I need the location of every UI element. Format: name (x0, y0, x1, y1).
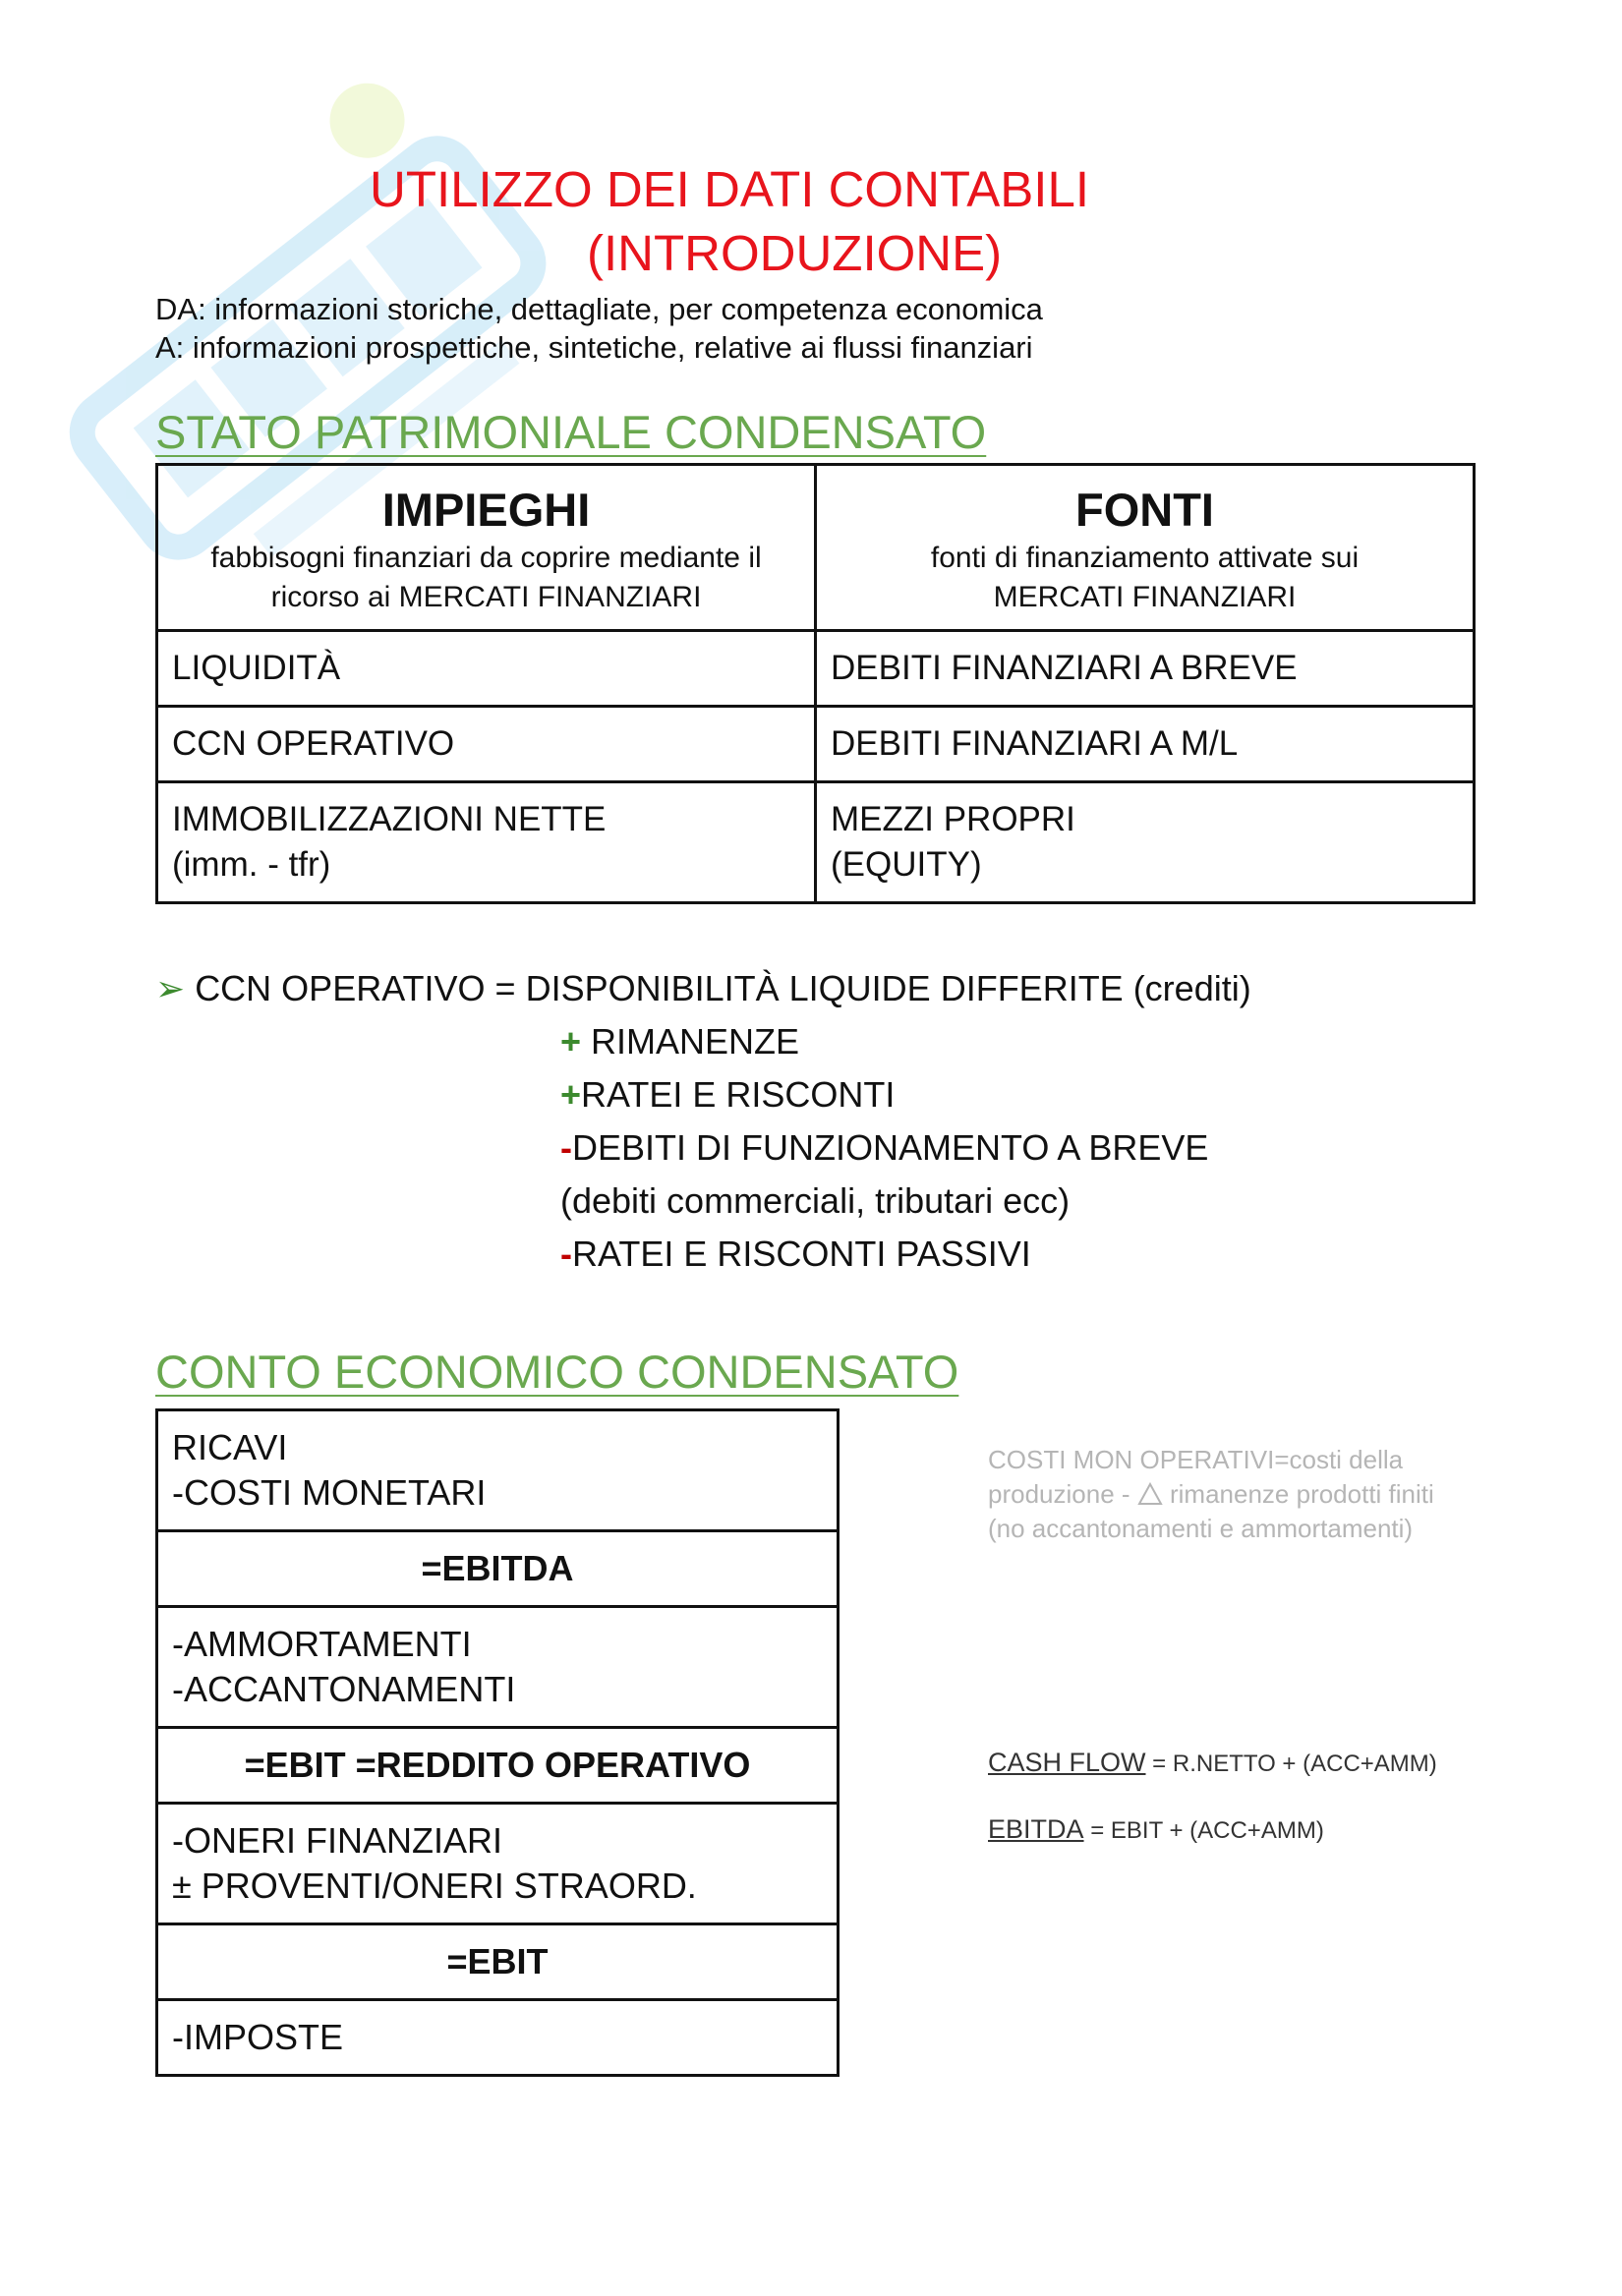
arrow-bullet-icon: ➢ (155, 968, 186, 1008)
ccn-lhs: CCN OPERATIVO = (195, 968, 516, 1008)
cell-line: -ONERI FINANZIARI (172, 1820, 503, 1861)
note-text: produzione - (988, 1479, 1137, 1509)
ccn-term-text: RATEI E RISCONTI (581, 1074, 896, 1115)
table-row (157, 782, 1475, 903)
cell-line: (EQUITY) (831, 845, 982, 884)
table-cell: LIQUIDITÀ (157, 631, 816, 707)
minus-sign: - (560, 1234, 572, 1274)
total-cell: =EBIT (157, 1924, 839, 2000)
page-title (370, 157, 1089, 222)
note-line: COSTI MON OPERATIVI=costi della (988, 1445, 1404, 1474)
cell-line: RICAVI (172, 1427, 288, 1467)
impieghi-desc-2: ricorso ai MERCATI FINANZIARI (270, 581, 702, 613)
ccn-term-text: RATEI E RISCONTI PASSIVI (572, 1234, 1031, 1274)
stato-patrimoniale-table (155, 463, 1476, 904)
table-cell: -IMPOSTE (157, 2000, 839, 2076)
table-row (157, 631, 1475, 707)
cell-line: ± PROVENTI/ONERI STRAORD. (172, 1866, 697, 1906)
table-cell (157, 782, 816, 903)
minus-sign: - (560, 1127, 572, 1168)
table-row (157, 1804, 839, 1924)
total-row (157, 1531, 839, 1607)
table-cell: DEBITI FINANZIARI A BREVE (816, 631, 1475, 707)
table-cell (157, 1410, 839, 1531)
ebitda-key: EBITDA (988, 1814, 1084, 1844)
ccn-term-text: (debiti commerciali, tributari ecc) (560, 1180, 1071, 1221)
table-cell: DEBITI FINANZIARI A M/L (816, 707, 1475, 782)
total-cell: =EBIT =REDDITO OPERATIVO (157, 1728, 839, 1804)
fonti-desc-1: fonti di finanziamento attivate sui (930, 542, 1360, 574)
cash-flow-eq: = R.NETTO + (ACC+AMM) (1145, 1751, 1437, 1777)
ccn-term (560, 1068, 1208, 1121)
conto-economico-heading: CONTO ECONOMICO CONDENSATO (155, 1346, 959, 1398)
table-cell: CCN OPERATIVO (157, 707, 816, 782)
table-row (157, 707, 1475, 782)
total-row (157, 1728, 839, 1804)
ccn-term (560, 1121, 1208, 1175)
ccn-term-text: RIMANENZE (581, 1021, 800, 1062)
cell-line: (imm. - tfr) (172, 845, 331, 884)
cell-line: -COSTI MONETARI (172, 1472, 487, 1513)
fonti-title: FONTI (1075, 484, 1214, 536)
title-line-2: (INTRODUZIONE) (587, 225, 1003, 281)
ccn-term-list (560, 1015, 1208, 1281)
note-line (988, 1477, 1434, 1512)
total-row (157, 1924, 839, 2000)
impieghi-desc-1: fabbisogni finanziari da coprire mediante il (210, 542, 762, 574)
table-row (157, 1410, 839, 1531)
fonti-desc-2: MERCATI FINANZIARI (993, 581, 1297, 613)
impieghi-header (157, 465, 816, 631)
delta-triangle-icon (1137, 1482, 1163, 1506)
ebitda-formula (988, 1814, 1324, 1845)
fonti-header (816, 465, 1475, 631)
ccn-first-term: DISPONIBILITÀ LIQUIDE DIFFERITE (crediti) (525, 968, 1251, 1008)
cash-flow-key: CASH FLOW (988, 1748, 1146, 1777)
conto-economico-table (155, 1408, 840, 2077)
table-row (157, 1607, 839, 1728)
ccn-formula (155, 962, 1251, 1015)
cash-flow-formula (988, 1748, 1437, 1778)
table-row (157, 2000, 839, 2076)
cell-line: -AMMORTAMENTI (172, 1624, 472, 1664)
table-header-row (157, 465, 1475, 631)
page-subtitle (587, 221, 1002, 286)
table-cell (157, 1804, 839, 1924)
ccn-term-text: DEBITI DI FUNZIONAMENTO A BREVE (572, 1127, 1209, 1168)
intro-da: DA: informazioni storiche, dettagliate, per competenza economica (155, 292, 1043, 326)
intro-a: A: informazioni prospettiche, sintetiche, relative ai flussi finanziari (155, 330, 1033, 365)
cell-line: MEZZI PROPRI (831, 800, 1075, 838)
cell-line: IMMOBILIZZAZIONI NETTE (172, 800, 607, 838)
impieghi-title: IMPIEGHI (381, 484, 591, 536)
costi-note (988, 1443, 1434, 1546)
ccn-term (560, 1175, 1208, 1228)
ebitda-eq: = EBIT + (ACC+AMM) (1083, 1817, 1324, 1844)
title-line-1: UTILIZZO DEI DATI CONTABILI (370, 161, 1090, 217)
plus-sign: + (560, 1021, 582, 1062)
ccn-term (560, 1015, 1208, 1068)
note-line: (no accantonamenti e ammortamenti) (988, 1514, 1414, 1543)
cell-line: -ACCANTONAMENTI (172, 1669, 516, 1709)
stato-patrimoniale-heading: STATO PATRIMONIALE CONDENSATO (155, 406, 987, 458)
plus-sign: + (560, 1074, 582, 1115)
note-text: rimanenze prodotti finiti (1162, 1479, 1434, 1509)
table-cell (157, 1607, 839, 1728)
table-cell (816, 782, 1475, 903)
ccn-term (560, 1228, 1208, 1281)
total-cell: =EBITDA (157, 1531, 839, 1607)
